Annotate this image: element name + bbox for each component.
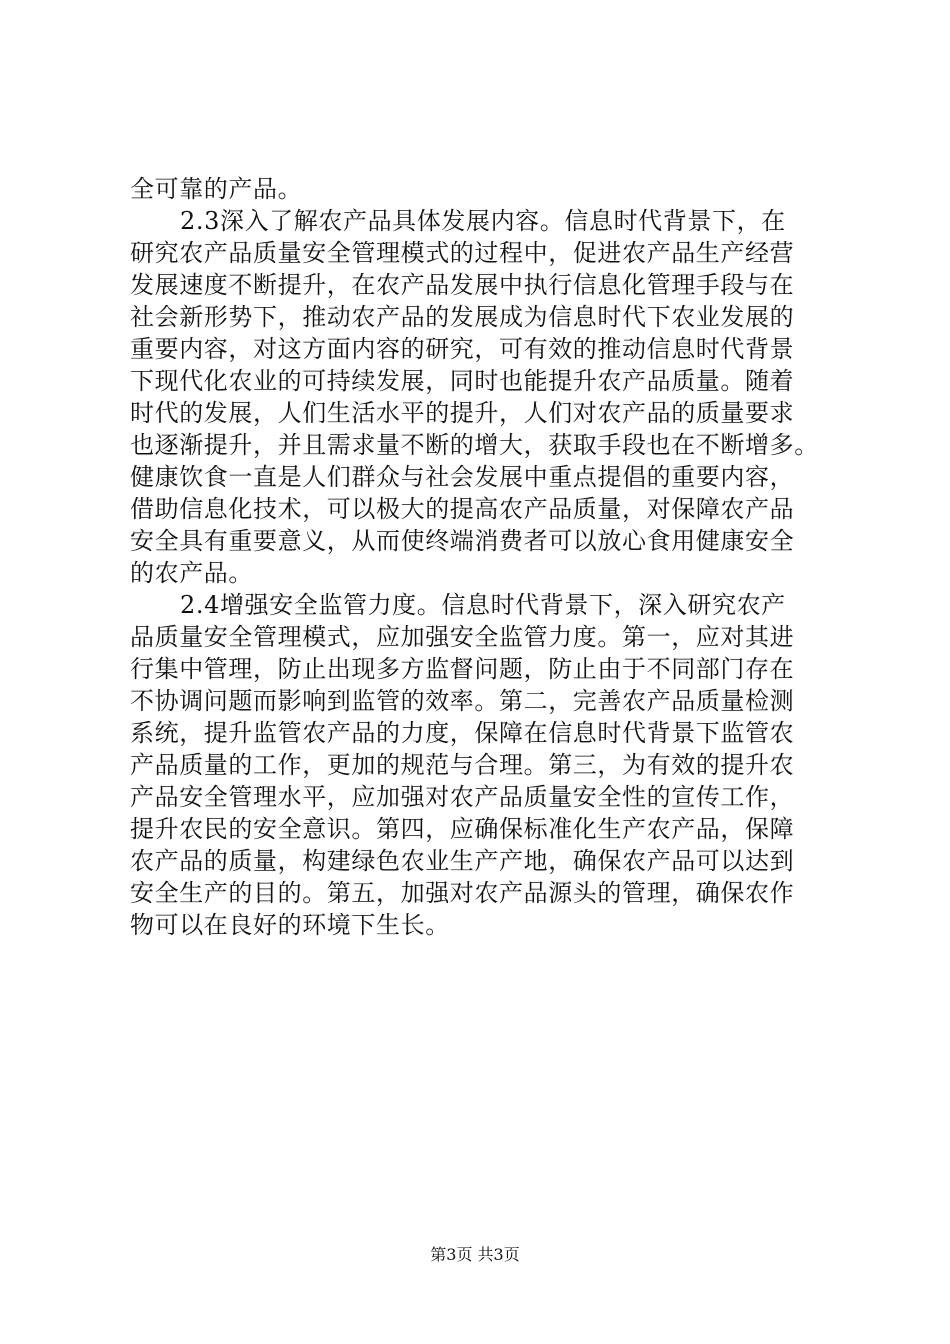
text-line: 时代的发展，人们生活水平的提升，人们对农产品的质量要求 (130, 399, 795, 427)
text-line: 安全具有重要意义，从而使终端消费者可以放心食用健康安全 (130, 527, 795, 555)
text-line: 品质量安全管理模式，应加强安全监管力度。第一，应对其进 (130, 623, 795, 651)
text-line: 也逐渐提升，并且需求量不断的增大，获取手段也在不断增多。 (130, 431, 819, 459)
document-body (130, 173, 832, 941)
text-line: 重要内容，对这方面内容的研究，可有效的推动信息时代背景 (130, 335, 795, 363)
text-line: 全可靠的产品。 (130, 175, 303, 203)
text-line: 的农产品。 (130, 559, 253, 587)
text-line: 农产品的质量，构建绿色农业生产产地，确保农产品可以达到 (130, 847, 795, 875)
text-line: 安全生产的目的。第五，加强对农产品源头的管理，确保农作 (130, 879, 795, 907)
text-line: 物可以在良好的环境下生长。 (130, 911, 450, 939)
text-line: 2.4增强安全监管力度。信息时代背景下，深入研究农产 (180, 591, 786, 619)
page-footer: 第3页 共3页 (430, 1245, 520, 1264)
text-line: 行集中管理，防止出现多方监督问题，防止由于不同部门存在 (130, 655, 795, 683)
text-line: 系统，提升监管农产品的力度，保障在信息时代背景下监管农 (130, 719, 795, 747)
text-line: 健康饮食一直是人们群众与社会发展中重点提倡的重要内容， (130, 463, 795, 491)
text-line: 研究农产品质量安全管理模式的过程中，促进农产品生产经营 (130, 239, 795, 267)
text-line: 不协调问题而影响到监管的效率。第二，完善农产品质量检测 (130, 687, 795, 715)
text-line: 社会新形势下，推动农产品的发展成为信息时代下农业发展的 (130, 303, 795, 331)
text-line: 发展速度不断提升，在农产品发展中执行信息化管理手段与在 (130, 271, 795, 299)
text-line: 提升农民的安全意识。第四，应确保标准化生产农产品，保障 (130, 815, 795, 843)
text-line: 2.3深入了解农产品具体发展内容。信息时代背景下，在 (180, 207, 786, 235)
text-line: 产品安全管理水平，应加强对农产品质量安全性的宣传工作， (130, 783, 795, 811)
text-line: 产品质量的工作，更加的规范与合理。第三，为有效的提升农 (130, 751, 795, 779)
text-line: 借助信息化技术，可以极大的提高农产品质量，对保障农产品 (130, 495, 795, 523)
text-line: 下现代化农业的可持续发展，同时也能提升农产品质量。随着 (130, 367, 795, 395)
